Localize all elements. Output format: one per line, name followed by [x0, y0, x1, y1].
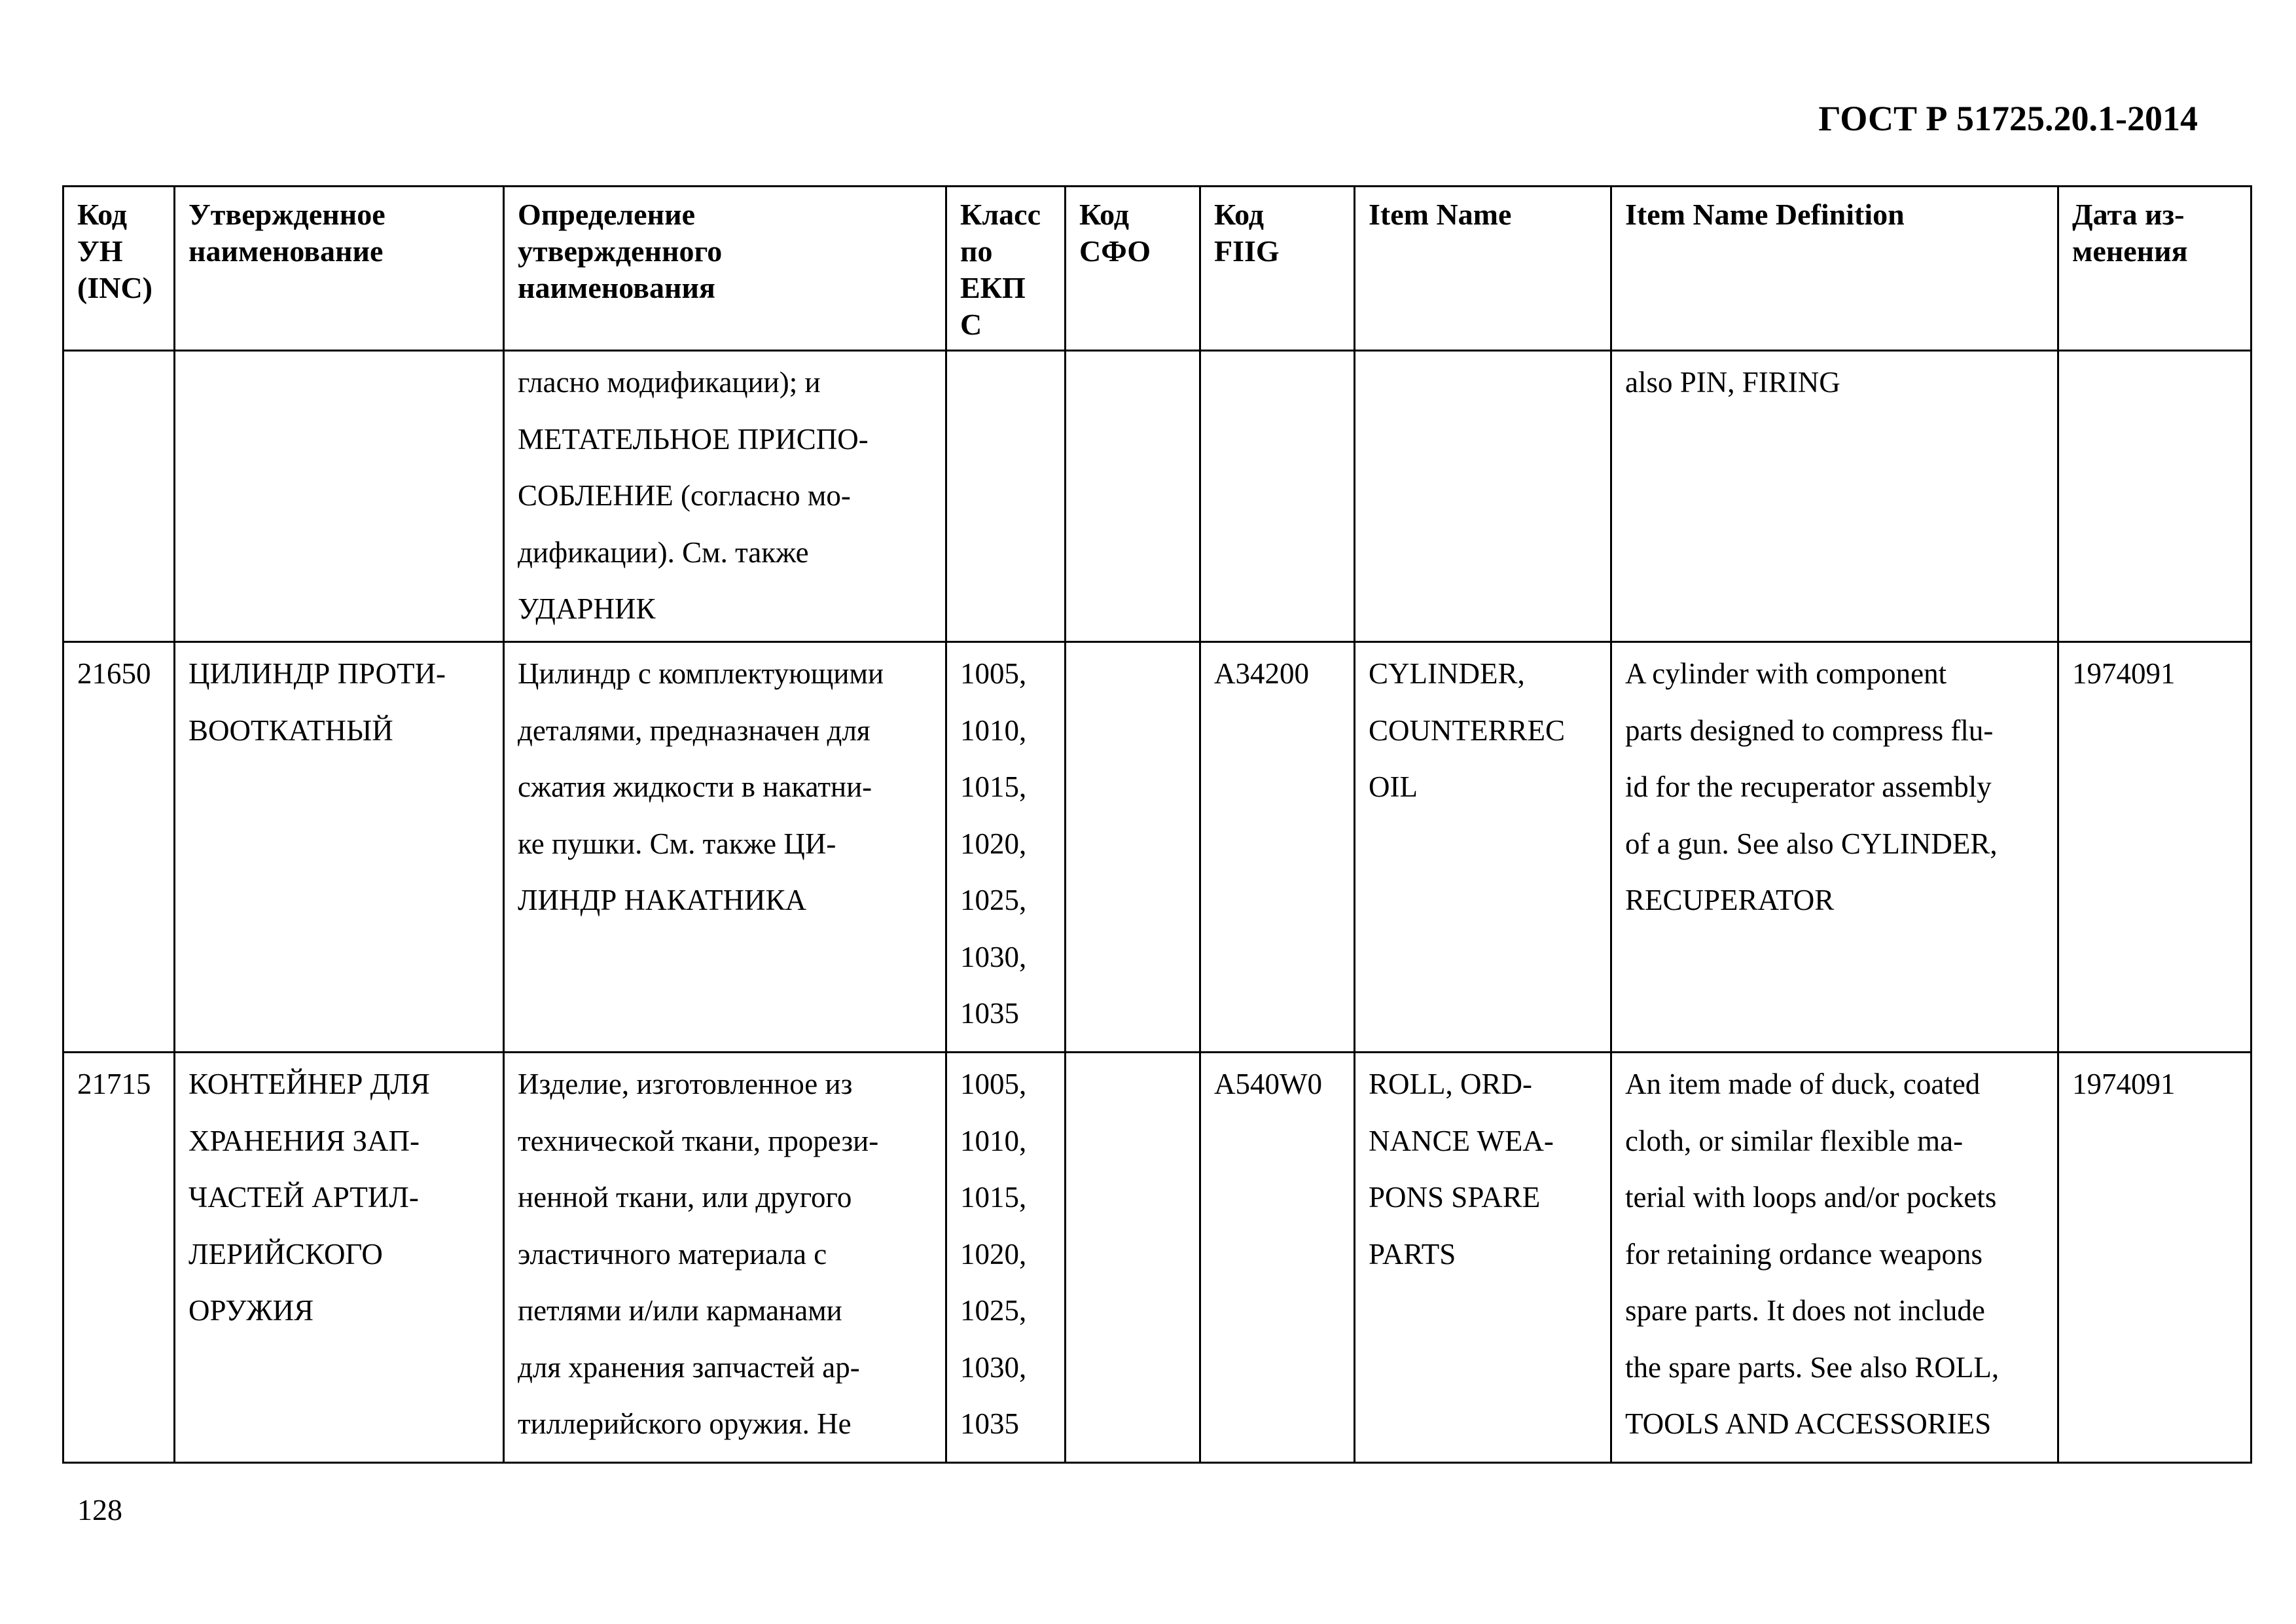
cell-date [2058, 351, 2251, 642]
cell-date [2058, 1053, 2251, 1463]
text-line: 1030, [960, 1350, 1027, 1384]
text-line: 1005, [960, 1068, 1027, 1100]
cell-inc [63, 351, 175, 642]
text-line: СОБЛЕНИЕ (согласно мо- [518, 479, 851, 512]
text-line: Изделие, изготовленное из [518, 1068, 853, 1100]
text-line: Код [1214, 198, 1265, 231]
text-line: id for the recuperator assembly [1625, 770, 1992, 803]
text-line: Код [1079, 198, 1130, 231]
cell-item-name [1355, 351, 1611, 642]
text-line: Item Name [1369, 198, 1512, 231]
cell-date [2058, 642, 2251, 1053]
text-line: сжатия жидкости в накатни- [518, 770, 872, 803]
text-line: 1020, [960, 1237, 1027, 1271]
text-line: 21650 [77, 657, 151, 690]
text-line: (INC) [77, 271, 152, 304]
text-line: эластичного материала с [518, 1237, 827, 1271]
text-line: 1015, [960, 1181, 1027, 1214]
text-line: 1974091 [2072, 657, 2176, 690]
text-line: Item Name Definition [1625, 198, 1905, 231]
text-line: тиллерийского оружия. Не [518, 1407, 852, 1440]
text-line: 1010, [960, 1124, 1027, 1157]
cell-inc [63, 1053, 175, 1463]
text-line: гласно модификации); и [518, 366, 821, 399]
text-line: Утвержденное [188, 198, 386, 231]
text-line: ЦИЛИНДР ПРОТИ- [188, 657, 446, 690]
cell-item-definition [1611, 351, 2058, 642]
cell-definition [504, 642, 946, 1053]
text-line: 1035 [960, 1407, 1019, 1440]
text-line: for retaining ordance weapons [1625, 1237, 1983, 1271]
cell-class [946, 351, 1066, 642]
text-line: ROLL, ORD- [1369, 1068, 1532, 1100]
cell-definition [504, 1053, 946, 1463]
text-line: 1030, [960, 940, 1027, 973]
table-row [63, 1053, 2251, 1463]
text-line: spare parts. It does not include [1625, 1294, 1985, 1327]
text-line: деталями, предназначен для [518, 713, 870, 747]
text-line: the spare parts. See also ROLL, [1625, 1350, 2000, 1384]
text-line: 1974091 [2072, 1068, 2176, 1100]
text-line: утвержденного [518, 234, 723, 268]
cell-item-definition [1611, 642, 2058, 1053]
text-line: ВООТКАТНЫЙ [188, 713, 393, 747]
text-line: cloth, or similar flexible ma- [1625, 1124, 1964, 1157]
header-fiig [1200, 187, 1355, 351]
text-line: PARTS [1369, 1237, 1456, 1271]
header-definition [504, 187, 946, 351]
text-line: parts designed to compress flu- [1625, 713, 1994, 747]
cell-inc [63, 642, 175, 1053]
cell-fiig [1200, 1053, 1355, 1463]
text-line: УДАРНИК [518, 592, 656, 625]
text-line: Код [77, 198, 128, 231]
cell-fiig [1200, 351, 1355, 642]
cell-item-name [1355, 1053, 1611, 1463]
text-line: terial with loops and/or pockets [1625, 1181, 1997, 1214]
text-line: УН [77, 234, 123, 268]
cell-definition [504, 351, 946, 642]
text-line: TOOLS AND ACCESSORIES [1625, 1407, 1992, 1440]
text-line: для хранения запчастей ар- [518, 1350, 860, 1384]
text-line: also PIN, FIRING [1625, 366, 1840, 399]
page-number: 128 [77, 1493, 122, 1526]
text-line: ЛИНДР НАКАТНИКА [518, 884, 807, 916]
text-line: ненной ткани, или другого [518, 1181, 852, 1214]
text-line: 1025, [960, 884, 1027, 916]
text-line: 1020, [960, 827, 1027, 860]
header-date [2058, 187, 2251, 351]
approved-names-table [62, 185, 2252, 1464]
text-line: Дата из- [2072, 198, 2185, 231]
text-line: С [960, 308, 982, 341]
text-line: СФО [1079, 234, 1151, 268]
cell-approved-name [175, 351, 504, 642]
text-line: 1035 [960, 997, 1019, 1030]
cell-approved-name [175, 642, 504, 1053]
text-line: наименование [188, 234, 384, 268]
text-line: ЕКП [960, 271, 1026, 304]
text-line: 1025, [960, 1294, 1027, 1327]
text-line: наименования [518, 271, 715, 304]
text-line: An item made of duck, coated [1625, 1068, 1981, 1100]
cell-approved-name [175, 1053, 504, 1463]
cell-sfo [1066, 351, 1200, 642]
text-line: A34200 [1214, 657, 1309, 690]
cell-sfo [1066, 1053, 1200, 1463]
text-line: Класс [960, 198, 1041, 231]
table-row [63, 642, 2251, 1053]
text-line: CYLINDER, [1369, 657, 1525, 690]
text-line: NANCE WEA- [1369, 1124, 1554, 1157]
text-line: по [960, 234, 993, 268]
header-class [946, 187, 1066, 351]
text-line: технической ткани, прорези- [518, 1124, 879, 1157]
text-line: OIL [1369, 770, 1418, 803]
cell-sfo [1066, 642, 1200, 1053]
cell-class [946, 1053, 1066, 1463]
text-line: ЛЕРИЙСКОГО [188, 1237, 383, 1271]
text-line: ХРАНЕНИЯ ЗАП- [188, 1124, 420, 1157]
text-line: RECUPERATOR [1625, 884, 1835, 916]
text-line: FIIG [1214, 234, 1280, 268]
document-code: ГОСТ Р 51725.20.1-2014 [1818, 99, 2198, 138]
table-row [63, 351, 2251, 642]
text-line: A540W0 [1214, 1068, 1322, 1100]
text-line: Цилиндр с комплектующими [518, 657, 884, 690]
text-line: PONS SPARE [1369, 1181, 1541, 1214]
cell-item-definition [1611, 1053, 2058, 1463]
text-line: 1005, [960, 657, 1027, 690]
header-item-name [1355, 187, 1611, 351]
text-line: 21715 [77, 1068, 151, 1100]
cell-class [946, 642, 1066, 1053]
text-line: МЕТАТЕЛЬНОЕ ПРИСПО- [518, 422, 869, 456]
text-line: of a gun. See also CYLINDER, [1625, 827, 1998, 860]
text-line: 1010, [960, 713, 1027, 747]
text-line: петлями и/или карманами [518, 1294, 842, 1327]
text-line: 1015, [960, 770, 1027, 803]
text-line: дификации). См. также [518, 535, 809, 569]
header-sfo [1066, 187, 1200, 351]
header-inc [63, 187, 175, 351]
text-line: ОРУЖИЯ [188, 1294, 314, 1327]
cell-item-name [1355, 642, 1611, 1053]
text-line: Определение [518, 198, 696, 231]
text-line: A cylinder with component [1625, 657, 1947, 690]
cell-fiig [1200, 642, 1355, 1053]
text-line: ЧАСТЕЙ АРТИЛ- [188, 1181, 419, 1214]
text-line: COUNTERREC [1369, 713, 1566, 747]
text-line: ке пушки. См. также ЦИ- [518, 827, 836, 860]
header-approved-name [175, 187, 504, 351]
header-item-name-definition [1611, 187, 2058, 351]
text-line: менения [2072, 234, 2188, 268]
text-line: КОНТЕЙНЕР ДЛЯ [188, 1068, 430, 1100]
table-header-row [63, 187, 2251, 351]
